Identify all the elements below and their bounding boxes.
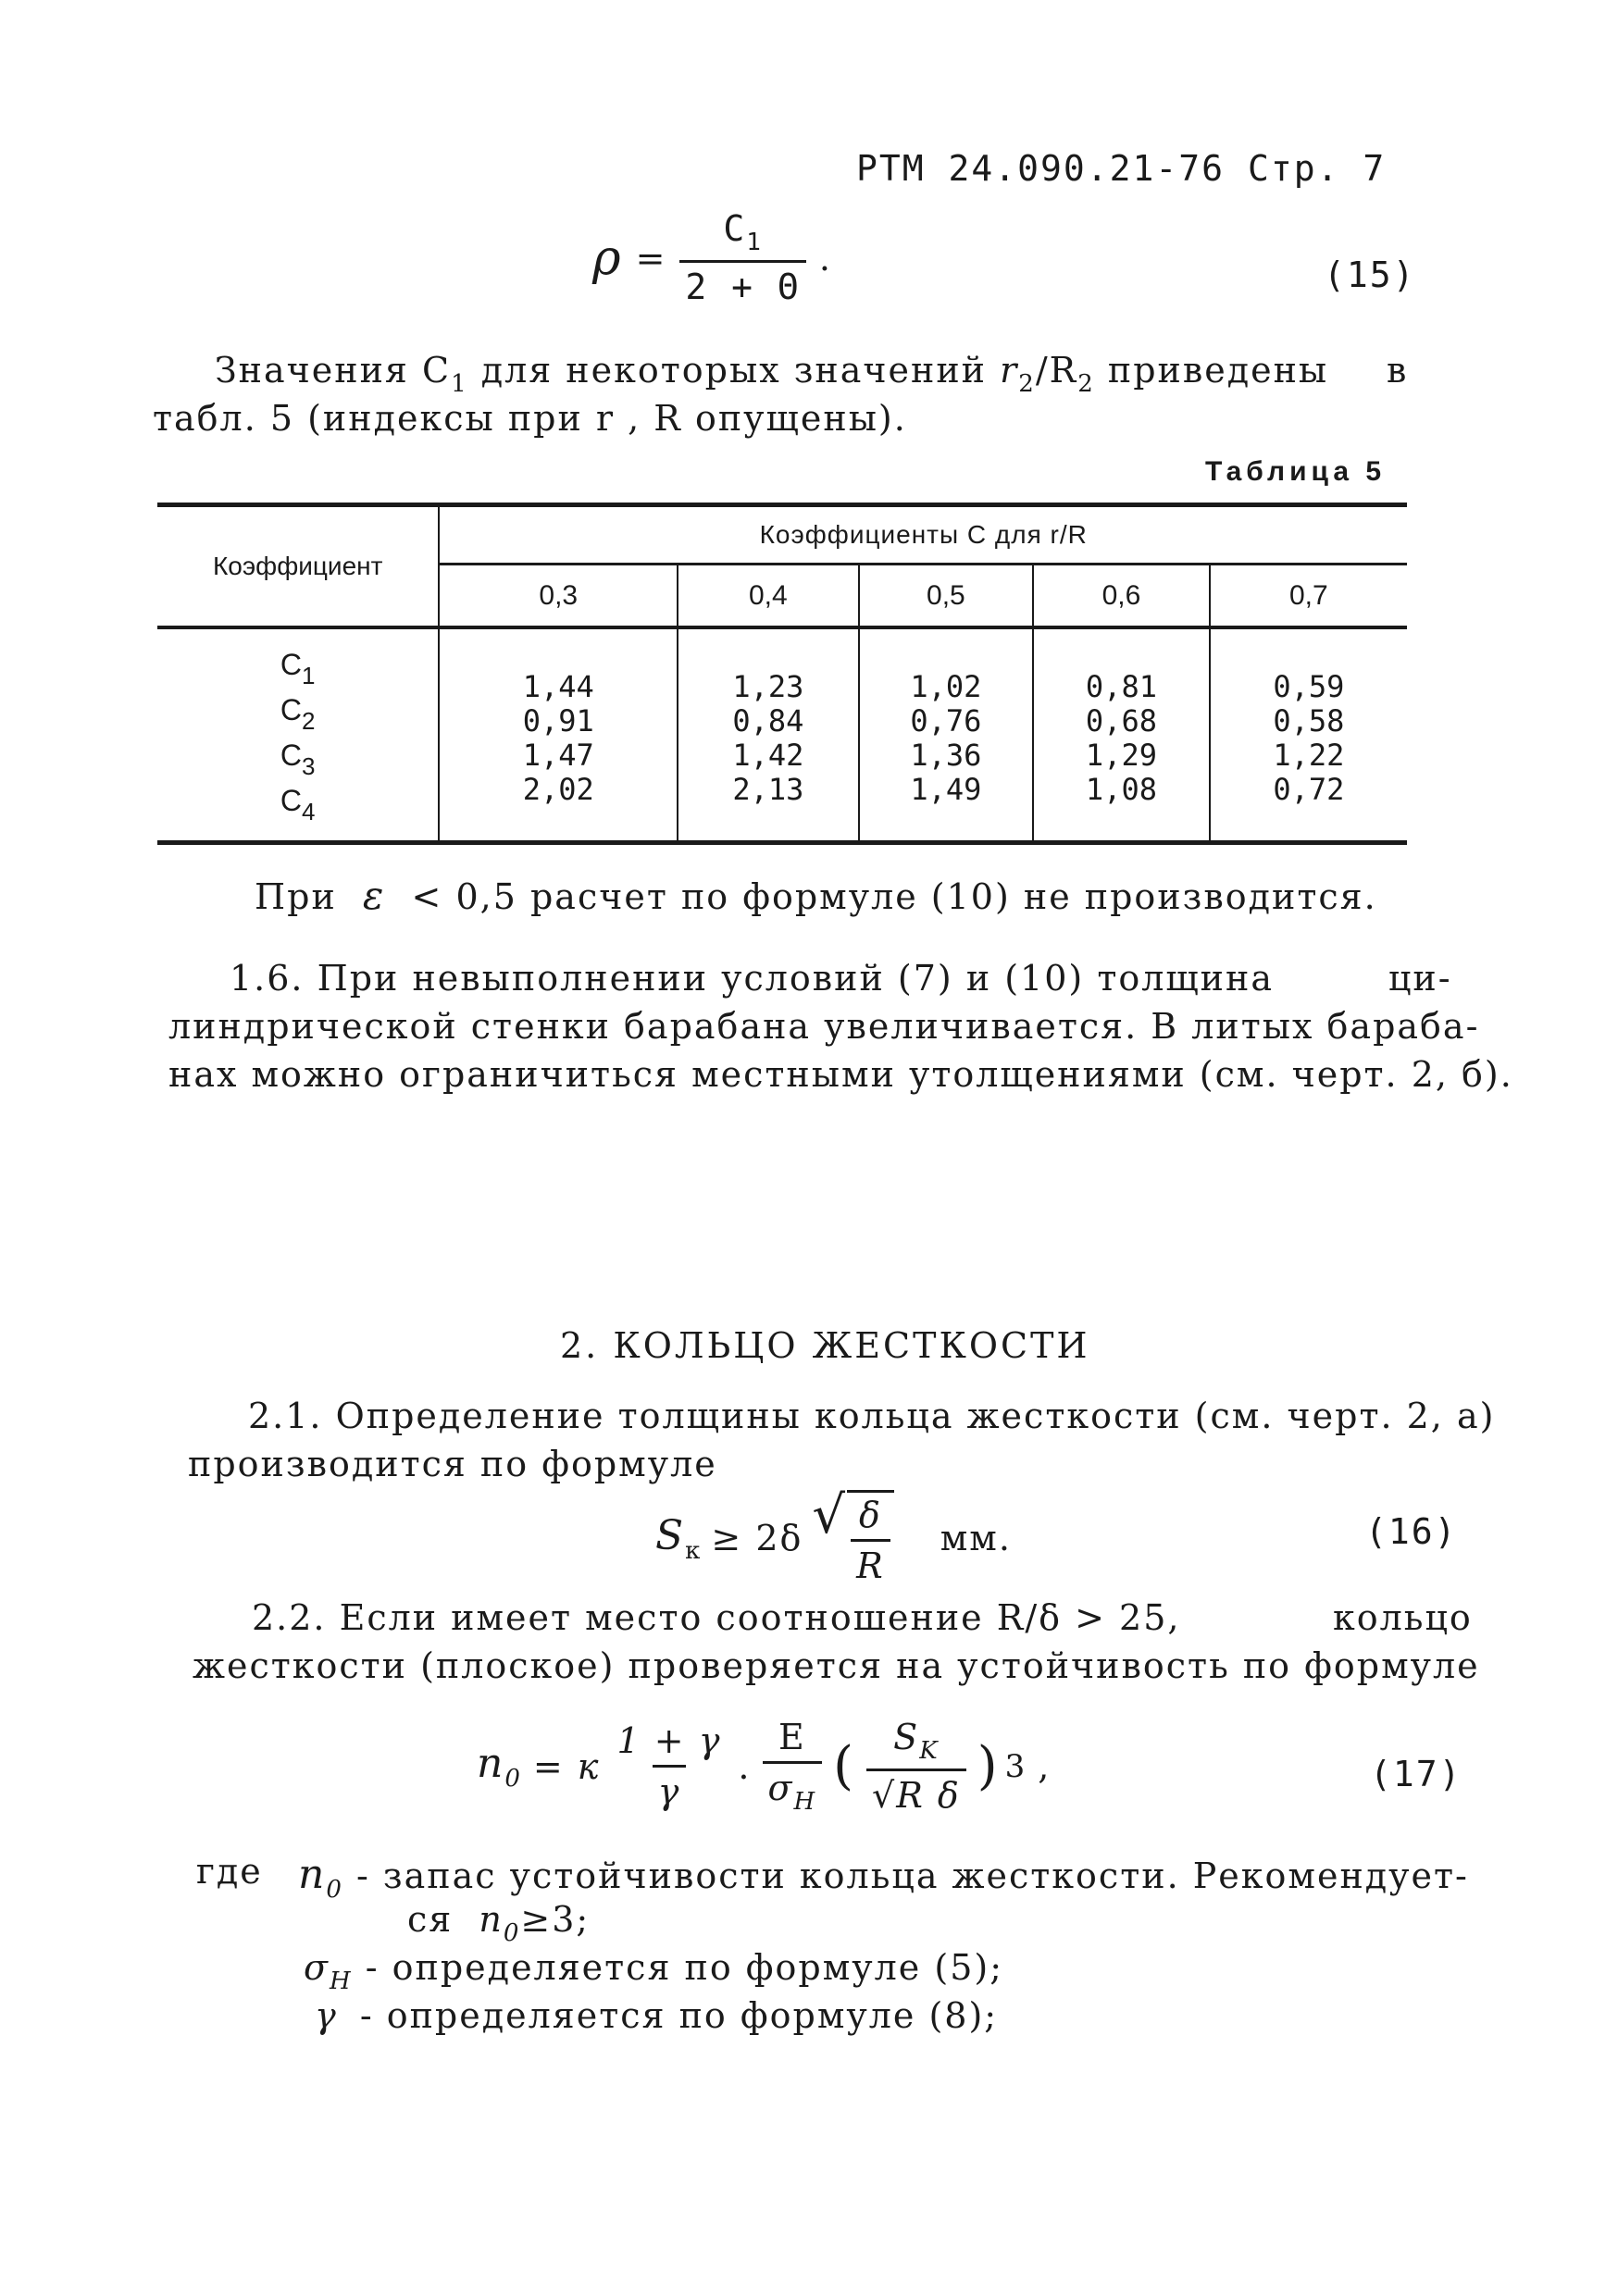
formula-17-number: (17) <box>1370 1754 1462 1794</box>
formula-15-number: (15) <box>1324 254 1416 295</box>
fraction-sk: $\frac{S_K}{\text{√R δ}}$ <box>866 1717 966 1816</box>
dot: . <box>738 1745 752 1787</box>
numerator: δ <box>858 1495 882 1535</box>
subscript: 2 <box>1077 370 1095 398</box>
para-1-6-line2: линдрической стенки барабана увеличивается. В литых бараба- <box>168 1006 1480 1047</box>
cell: 1,02 <box>910 669 982 704</box>
column-0-4 <box>678 627 858 840</box>
para-2-1-line1: 2.1. Определение толщины кольца жесткости (см. черт. 2, а) <box>248 1396 1496 1436</box>
definition-gamma: γ - определяется по формуле (8); <box>315 1995 999 2036</box>
cell: 1,22 <box>1273 738 1345 773</box>
cell: 2,13 <box>732 772 804 807</box>
ratio-header: 0,5 <box>859 565 1034 628</box>
cell: 2,02 <box>522 772 594 807</box>
epsilon-symbol: ε <box>362 873 386 918</box>
unit: мм. <box>940 1518 1012 1558</box>
ratio-header: 0,7 <box>1289 579 1328 611</box>
cell: 0,68 <box>1085 703 1157 738</box>
text: приведены <box>1094 350 1329 391</box>
para-1-6-line1-end: ци- <box>1388 958 1452 999</box>
text: Значения C <box>215 350 452 391</box>
equals-sign: = <box>635 237 667 279</box>
n0-symbol: $n_0$ <box>477 1740 522 1793</box>
section-title: 2. КОЛЬЦО ЖЕСТКОСТИ <box>560 1325 1090 1366</box>
comma: , <box>1038 1745 1052 1787</box>
column-0-6 <box>1033 627 1210 840</box>
text: для некоторых значений <box>467 350 1001 391</box>
formula-15 <box>592 208 832 307</box>
table-caption: Таблица 5 <box>1205 456 1387 487</box>
subscript: 2 <box>1018 370 1036 398</box>
cell: 0,72 <box>1273 772 1345 807</box>
cell: 1,42 <box>732 738 804 773</box>
para-c1-line1-end: в <box>1387 350 1409 391</box>
column-0-3 <box>439 627 678 840</box>
para-2-2-line1-end: кольцо <box>1333 1597 1473 1638</box>
s-symbol: $S_к$ <box>655 1511 703 1565</box>
subscript: 1 <box>451 370 468 398</box>
header-group: Коэффициенты C для r/R <box>439 505 1407 565</box>
document-code: РТМ 24.090.21-76 <box>856 148 1226 189</box>
para-2-2-line1: 2.2. Если имеет место соотношение R/δ > 25, <box>252 1597 1181 1638</box>
ratio-header: 0,4 <box>678 565 858 628</box>
cell: 1,36 <box>910 738 982 773</box>
formula-17: $n_0$ = к $\frac{1 + \gamma}{\gamma}$ . $\frac{E}{\sigma_H}$ ( $\frac{S_K}{\text{√R δ}}$ ) 3 , <box>477 1717 1052 1816</box>
column-0-5 <box>859 627 1034 840</box>
formula-16 <box>655 1485 1012 1586</box>
rho-symbol: ρ <box>592 230 623 286</box>
ratio-header: 0,3 <box>439 565 678 628</box>
cell: 1,47 <box>522 738 594 773</box>
para-2-1-line2: производится по формуле <box>188 1444 717 1484</box>
cell: 1,29 <box>1085 738 1157 773</box>
cell: 1,23 <box>732 669 804 704</box>
para-c1-line2: табл. 5 (индексы при r , R опущены). <box>153 398 907 439</box>
row-name: $C_1$ <box>280 648 316 689</box>
para-1-6-line3: нах можно ограничиться местными утолщениями (см. черт. 2, б). <box>168 1054 1513 1095</box>
cell: 0,76 <box>910 703 982 738</box>
relation: ≥ 2δ <box>711 1518 803 1558</box>
cell: 1,49 <box>910 772 982 807</box>
where-label: где <box>196 1851 263 1892</box>
definition-sigma: $\sigma_H$ - определяется по формуле (5); <box>304 1947 1003 1995</box>
text: < 0,5 расчет по формуле (10) не производится. <box>411 876 1377 917</box>
cell: 1,08 <box>1085 772 1157 807</box>
cell: 0,81 <box>1085 669 1157 704</box>
row-name: $C_4$ <box>280 784 316 825</box>
numerator: C <box>723 208 747 249</box>
para-2-2-line2: жесткости (плоское) проверяется на устойчивость по формуле <box>193 1645 1480 1686</box>
formula-16-number: (16) <box>1365 1511 1458 1552</box>
denominator: R <box>851 1539 890 1586</box>
column-0-7 <box>1210 627 1407 840</box>
denominator: 2 + Θ <box>679 260 805 307</box>
page-header <box>856 148 1386 189</box>
numerator-subscript: 1 <box>746 229 763 256</box>
coefficients-table <box>157 503 1407 845</box>
cell: 0,91 <box>522 703 594 738</box>
text: При <box>255 876 337 917</box>
r-symbol: r <box>1000 350 1019 391</box>
definition-n0-cont: ся $n_0\ge 3$; <box>407 1899 591 1947</box>
ratio-header: 0,6 <box>1033 565 1210 628</box>
cell: 0,58 <box>1273 703 1345 738</box>
header-coefficient: Коэффициент <box>157 505 439 628</box>
coefficient-names <box>157 627 439 840</box>
row-name: $C_3$ <box>280 738 316 780</box>
formula-period: . <box>818 237 832 279</box>
text: /R <box>1035 350 1078 391</box>
cell: 1,44 <box>522 669 594 704</box>
power: 3 <box>1004 1747 1027 1785</box>
square-root: √ $\frac{\delta}{R}$ <box>812 1490 893 1586</box>
para-c1-line1 <box>215 350 1328 398</box>
cell: 0,84 <box>732 703 804 738</box>
row-name: $C_2$ <box>280 693 316 735</box>
cell: 0,59 <box>1273 669 1345 704</box>
para-1-6-line1: 1.6. При невыполнении условий (7) и (10) толщина <box>230 958 1274 999</box>
fraction-gamma: $\frac{1 + \gamma}{\gamma}$ <box>616 1720 722 1812</box>
table-body-row <box>157 627 1407 840</box>
fraction <box>679 208 805 307</box>
fraction-e-sigma: $\frac{E}{\sigma_H}$ <box>763 1717 823 1816</box>
definition-n0: $n_0$ - запас устойчивости кольца жесткости. Рекомендует- <box>298 1851 1469 1904</box>
para-epsilon <box>255 873 1377 918</box>
page-label: Стр. 7 <box>1247 148 1387 189</box>
equals-k: = к <box>532 1745 601 1787</box>
